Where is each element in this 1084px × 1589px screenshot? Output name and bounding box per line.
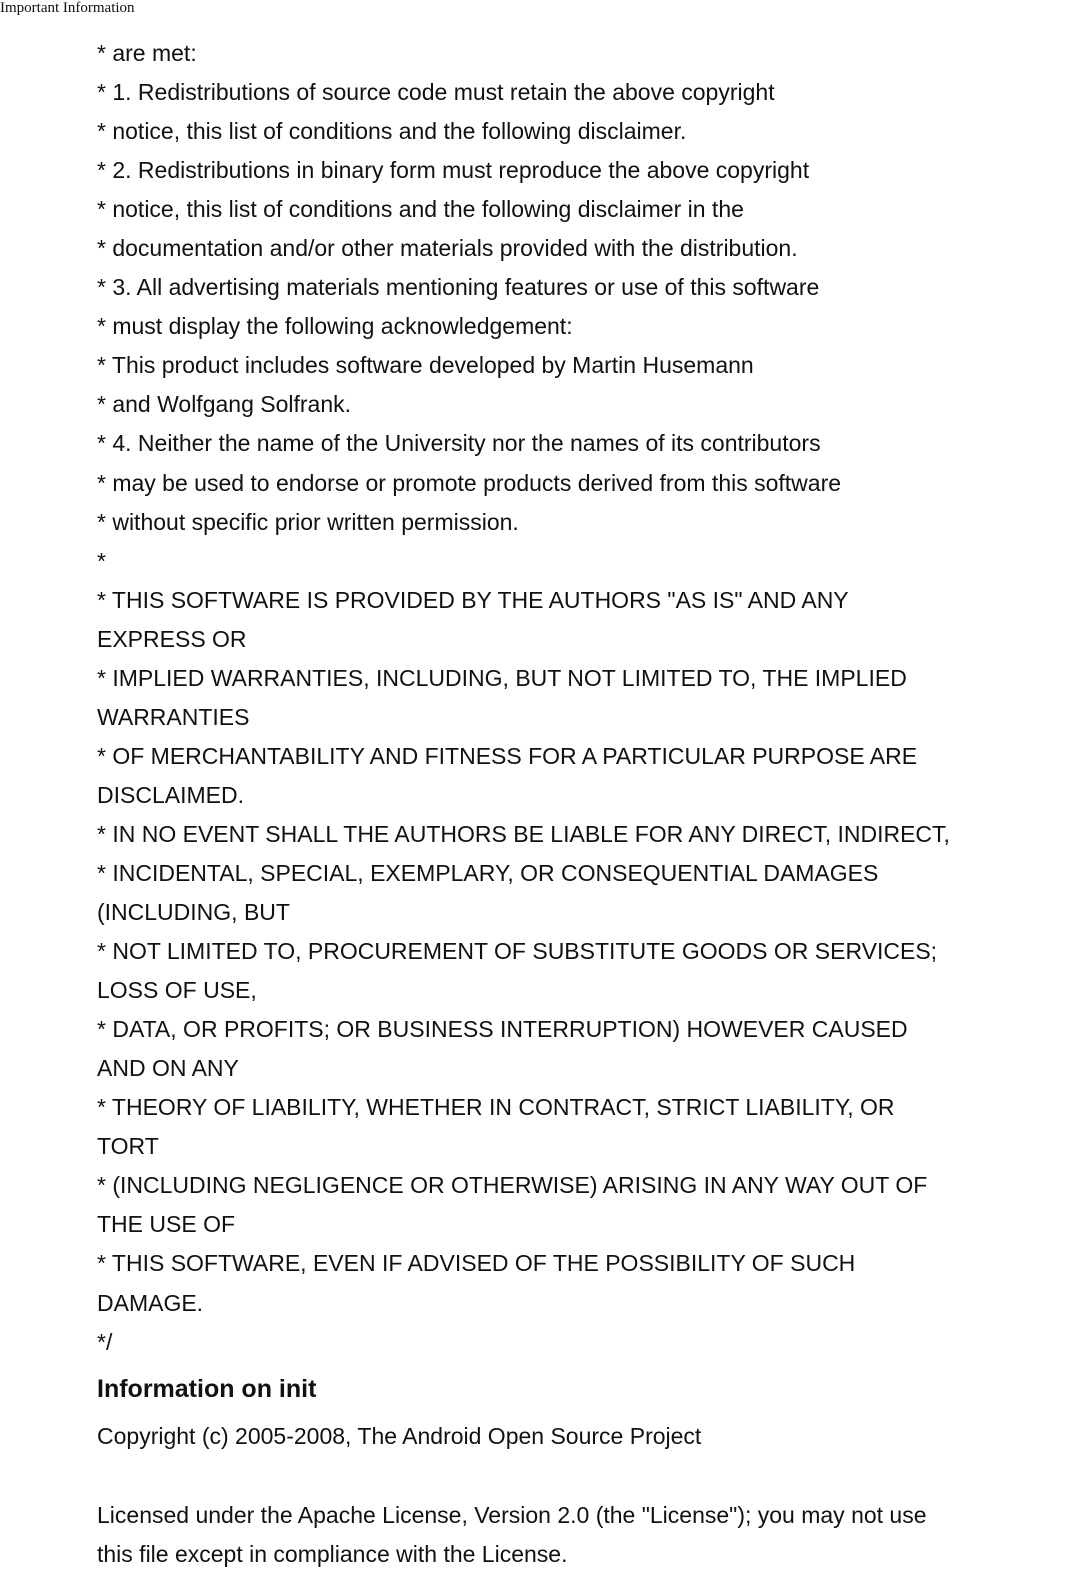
- apache-license-line: this file except in compliance with the License.: [97, 1541, 568, 1567]
- license-line: EXPRESS OR: [97, 625, 247, 652]
- license-line: * INCIDENTAL, SPECIAL, EXEMPLARY, OR CONSEQUENTIAL DAMAGES: [97, 859, 879, 886]
- license-line: AND ON ANY: [97, 1055, 239, 1082]
- apache-license-line: Licensed under the Apache License, Version 2.0 (the "License"); you may not use: [97, 1502, 927, 1528]
- license-line: WARRANTIES: [97, 703, 250, 730]
- license-line: * without specific prior written permission.: [97, 508, 519, 535]
- license-line: (INCLUDING, BUT: [97, 899, 290, 926]
- license-line: LOSS OF USE,: [97, 977, 257, 1004]
- license-line: * are met:: [97, 40, 197, 66]
- license-text-block: [97, 34, 1077, 1362]
- paragraph-spacer: [97, 1456, 1077, 1496]
- license-line: */: [97, 1328, 113, 1355]
- license-line: * (INCLUDING NEGLIGENCE OR OTHERWISE) ARISING IN ANY WAY OUT OF: [97, 1172, 928, 1199]
- license-line: * and Wolfgang Solfrank.: [97, 391, 352, 418]
- license-line: * must display the following acknowledgement:: [97, 313, 573, 340]
- license-line: * may be used to endorse or promote products derived from this software: [97, 469, 842, 496]
- license-line: * IN NO EVENT SHALL THE AUTHORS BE LIABLE FOR ANY DIRECT, INDIRECT,: [97, 820, 950, 847]
- license-line: * DATA, OR PROFITS; OR BUSINESS INTERRUPTION) HOWEVER CAUSED: [97, 1016, 908, 1043]
- license-line: * 4. Neither the name of the University nor the names of its contributors: [97, 430, 821, 457]
- section-heading-init: Information on init: [97, 1375, 317, 1403]
- license-line: * IMPLIED WARRANTIES, INCLUDING, BUT NOT LIMITED TO, THE IMPLIED: [97, 664, 907, 691]
- license-line: * This product includes software developed by Martin Husemann: [97, 352, 754, 379]
- license-line: * THIS SOFTWARE, EVEN IF ADVISED OF THE POSSIBILITY OF SUCH: [97, 1250, 856, 1277]
- license-line: * notice, this list of conditions and the following disclaimer in the: [97, 196, 744, 223]
- copyright-line: Copyright (c) 2005-2008, The Android Open Source Project: [97, 1423, 702, 1449]
- license-line: * 1. Redistributions of source code must retain the above copyright: [97, 79, 775, 106]
- license-line: * THEORY OF LIABILITY, WHETHER IN CONTRACT, STRICT LIABILITY, OR: [97, 1094, 895, 1121]
- license-line: * 3. All advertising materials mentioning features or use of this software: [97, 274, 820, 301]
- license-line: * NOT LIMITED TO, PROCUREMENT OF SUBSTITUTE GOODS OR SERVICES;: [97, 938, 938, 965]
- license-line: * documentation and/or other materials provided with the distribution.: [97, 235, 798, 262]
- license-line: DAMAGE.: [97, 1289, 204, 1316]
- page-header-title: Important Information: [0, 0, 135, 16]
- license-line: * THIS SOFTWARE IS PROVIDED BY THE AUTHORS "AS IS" AND ANY: [97, 586, 849, 613]
- license-line: TORT: [97, 1133, 159, 1160]
- license-line: THE USE OF: [97, 1211, 236, 1238]
- init-license-block: [97, 1417, 1077, 1574]
- license-line: DISCLAIMED.: [97, 781, 244, 808]
- license-line: *: [97, 547, 106, 574]
- license-line: * 2. Redistributions in binary form must reproduce the above copyright: [97, 157, 810, 184]
- license-line: * OF MERCHANTABILITY AND FITNESS FOR A PARTICULAR PURPOSE ARE: [97, 742, 918, 769]
- license-line: * notice, this list of conditions and the following disclaimer.: [97, 118, 687, 145]
